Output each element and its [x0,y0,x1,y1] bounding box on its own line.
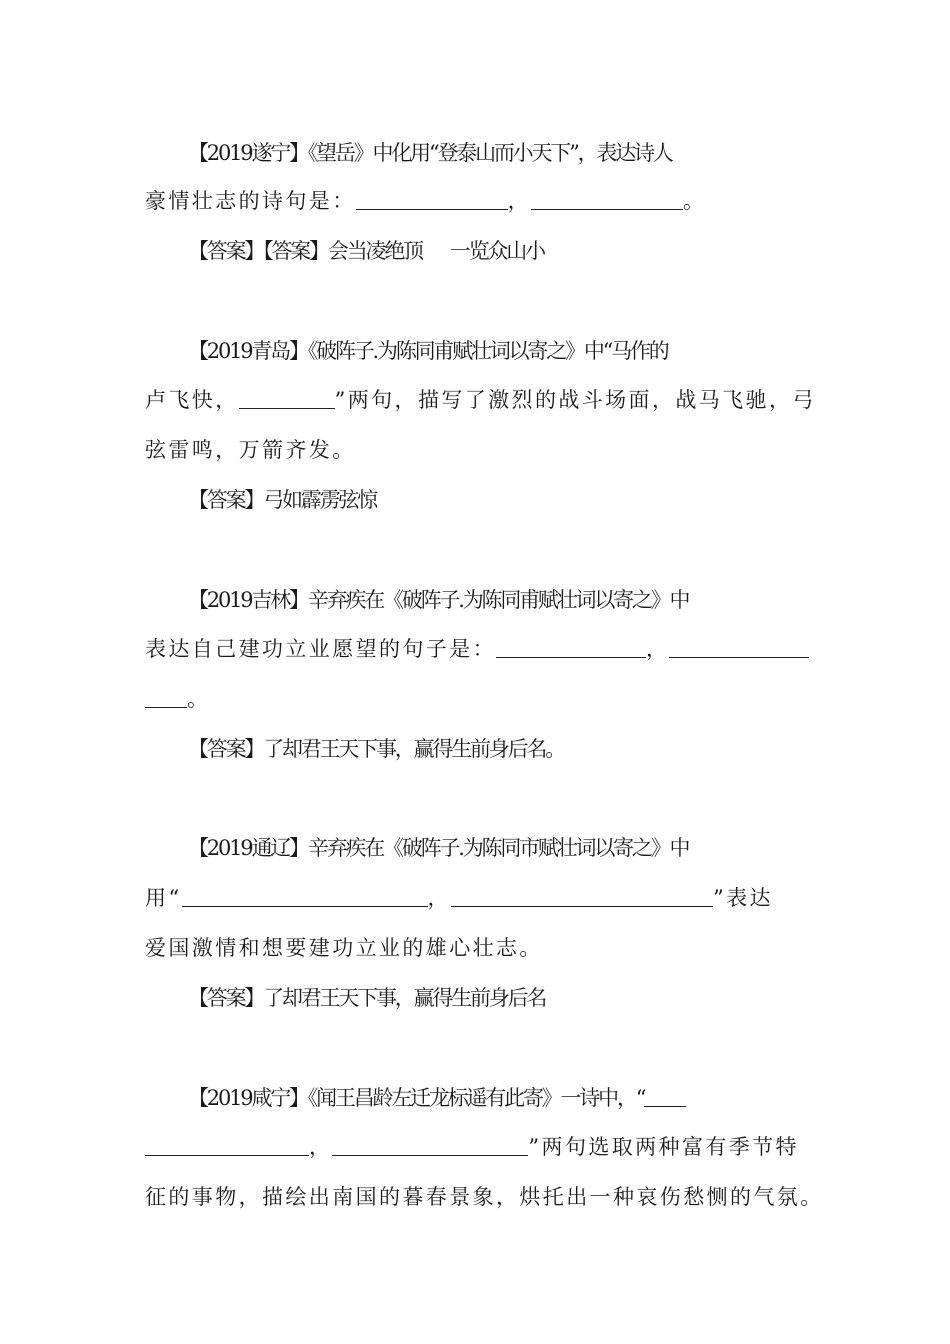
question-2019-xianning-line1 [188,1084,853,1112]
question-text: 用“ [145,886,182,910]
punctuation: ， [427,886,451,910]
question-text: ”表达 [712,886,773,910]
fill-blank[interactable] [669,637,809,658]
answer-text: 会当凌绝顶 [327,239,422,263]
question-tag: 【2019通辽】 [188,836,308,860]
question-text: 辛弃疾在《破阵子.为陈同市赋壮词以寄之》中 [307,836,689,860]
question-2019-tongliao-line2 [145,884,810,912]
question-2019-qingdao-line2 [145,386,816,414]
answer-2019-qingdao [188,486,853,514]
fill-blank[interactable] [239,388,335,409]
question-text: 征的事物，描绘出南国的暮春景象，烘托出一种哀伤愁恻的气氛。 [145,1185,824,1209]
question-2019-qingdao-line1 [188,337,853,365]
question-text: ”两句选取两种富有季节特 [528,1135,799,1159]
question-2019-xianning-line2 [145,1133,810,1161]
answer-text: 了却君王天下事，赢得生前身后名。 [263,737,565,761]
answer-2019-jilin [188,735,853,763]
answer-2019-tongliao [188,984,853,1012]
fill-blank[interactable] [644,1086,686,1107]
answer-label: 【答案】【答案】 [188,239,328,263]
answer-text: 一览众山小 [449,239,544,263]
question-2019-xianning-line3 [145,1183,824,1211]
question-text: 《望岳》中化用“登泰山而小天下”，表达诗人 [307,141,672,165]
fill-blank[interactable] [145,687,187,708]
punctuation: 。 [683,189,707,213]
question-text: 表达自己建功立业愿望的句子是： [145,637,496,661]
question-2019-tongliao-line1 [188,834,853,862]
answer-label: 【答案】 [188,737,264,761]
punctuation: ， [309,1135,333,1159]
question-text: 弦雷鸣，万箭齐发。 [145,438,356,462]
fill-blank[interactable] [496,637,646,658]
punctuation: ， [646,637,670,661]
fill-blank[interactable] [145,1135,309,1156]
question-text: 《闻王昌龄左迁龙标遥有此寄》一诗中，“ [307,1086,645,1110]
question-text: 爱国激情和想要建功立业的雄心壮志。 [145,936,543,960]
fill-blank[interactable] [332,1135,528,1156]
fill-blank[interactable] [356,189,508,210]
question-2019-suining-line1 [188,139,853,167]
question-2019-tongliao-line3 [145,934,810,962]
fill-blank[interactable] [182,886,428,907]
question-text: 辛弃疾在《破阵子.为陈同甫赋壮词以寄之》中 [307,588,689,612]
question-2019-jilin-line3 [145,685,810,713]
question-tag: 【2019咸宁】 [188,1086,308,1110]
punctuation: 。 [187,687,211,711]
answer-label: 【答案】 [188,488,264,512]
question-2019-suining-line2 [145,187,810,215]
answer-label: 【答案】 [188,986,264,1010]
question-text: ”两句，描写了激烈的战斗场面，战马飞驰，弓 [334,388,816,412]
question-text: 卢飞快， [145,388,239,412]
question-tag: 【2019吉林】 [188,588,308,612]
question-2019-jilin-line1 [188,586,853,614]
answer-text: 弓如霹雳弦惊 [263,488,377,512]
answer-2019-suining [188,237,853,265]
question-text: 豪情壮志的诗句是： [145,189,356,213]
question-text: 《破阵子.为陈同甫赋壮词以寄之》中“马作的 [307,339,668,363]
answer-text: 了却君王天下事，赢得生前身后名 [263,986,546,1010]
question-2019-qingdao-line3 [145,436,810,464]
fill-blank[interactable] [451,886,713,907]
question-tag: 【2019遂宁】 [188,141,308,165]
fill-blank[interactable] [531,189,683,210]
question-tag: 【2019青岛】 [188,339,308,363]
question-2019-jilin-line2 [145,635,810,663]
punctuation: ， [507,189,532,213]
